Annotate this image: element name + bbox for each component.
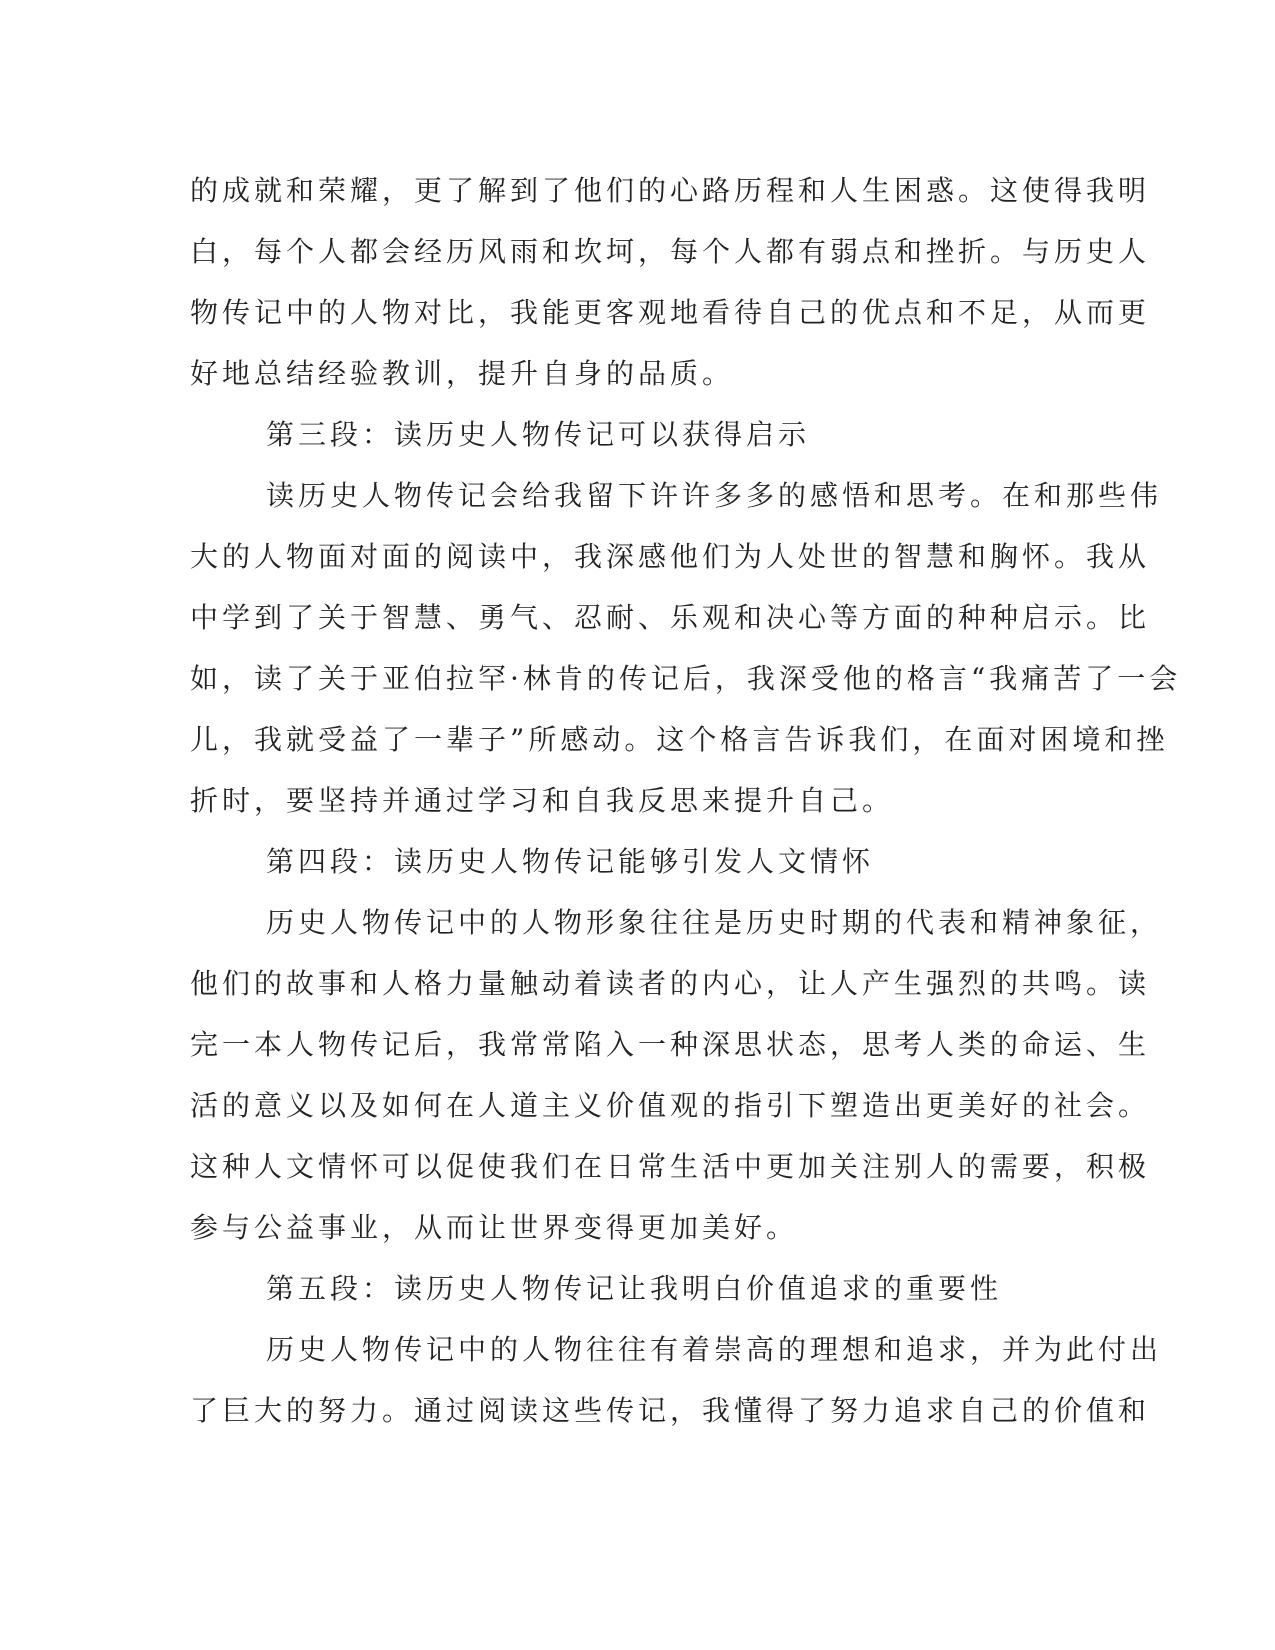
section-heading-4: 第四段：读历史人物传记能够引发人文情怀 [266, 845, 875, 878]
body-line: 儿，我就受益了一辈子”所感动。这个格言告诉我们，在面对困境和挫 [190, 723, 1169, 756]
body-line: 的成就和荣耀，更了解到了他们的心路历程和人生困惑。这使得我明 [190, 174, 1151, 207]
document-body [190, 160, 1182, 1441]
body-line: 这种人文情怀可以促使我们在日常生活中更加关注别人的需要，积极 [190, 1150, 1151, 1183]
body-line: 如，读了关于亚伯拉罕·林肯的传记后，我深受他的格言“我痛苦了一会 [190, 662, 1182, 695]
paragraph-start: 历史人物传记中的人物形象往往是历史时期的代表和精神象征， [266, 906, 1163, 939]
section-heading-5: 第五段：读历史人物传记让我明白价值追求的重要性 [266, 1272, 1003, 1305]
body-line: 了巨大的努力。通过阅读这些传记，我懂得了努力追求自己的价值和 [190, 1394, 1151, 1427]
body-line: 完一本人物传记后，我常常陷入一种深思状态，思考人类的命运、生 [190, 1028, 1151, 1061]
paragraph-start: 历史人物传记中的人物往往有着崇高的理想和追求，并为此付出 [266, 1333, 1163, 1366]
body-line: 中学到了关于智慧、勇气、忍耐、乐观和决心等方面的种种启示。比 [190, 601, 1151, 634]
body-line: 白，每个人都会经历风雨和坎坷，每个人都有弱点和挫折。与历史人 [190, 235, 1151, 268]
body-line: 好地总结经验教训，提升自身的品质。 [190, 357, 735, 390]
body-line: 折时，要坚持并通过学习和自我反思来提升自己。 [190, 784, 895, 817]
body-line: 他们的故事和人格力量触动着读者的内心，让人产生强烈的共鸣。读 [190, 967, 1151, 1000]
body-line: 活的意义以及如何在人道主义价值观的指引下塑造出更美好的社会。 [190, 1089, 1151, 1122]
body-line: 物传记中的人物对比，我能更客观地看待自己的优点和不足，从而更 [190, 296, 1151, 329]
section-heading-3: 第三段：读历史人物传记可以获得启示 [266, 418, 811, 451]
paragraph-start: 读历史人物传记会给我留下许许多多的感悟和思考。在和那些伟 [266, 479, 1163, 512]
body-line: 参与公益事业，从而让世界变得更加美好。 [190, 1211, 799, 1244]
body-line: 大的人物面对面的阅读中，我深感他们为人处世的智慧和胸怀。我从 [190, 540, 1151, 573]
